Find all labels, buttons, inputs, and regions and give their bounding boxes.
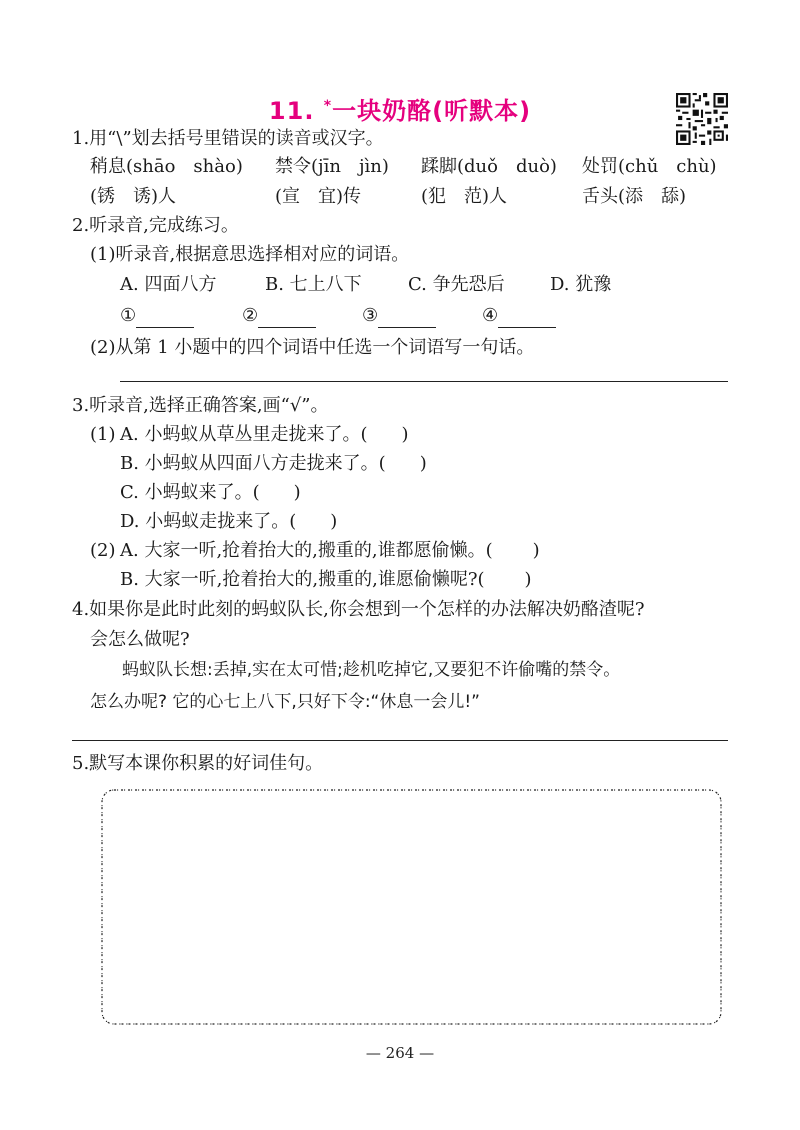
q1-pinyin-item-4[interactable]: 处罚(chǔ chù): [582, 156, 717, 177]
q4-answer-line2: 怎么办呢? 它的心七上八下,只好下令:“休息一会儿!”: [90, 692, 480, 712]
q4-answer-line1: 蚂蚁队长想:丢掉,实在太可惜;趁机吃掉它,又要犯不许偷嘴的禁令。: [122, 660, 621, 680]
q5-writing-frame[interactable]: [99, 787, 724, 1027]
page-number: — 264 —: [365, 1044, 435, 1062]
q2-blank-line-3[interactable]: [378, 309, 436, 328]
q2-blank-line-4[interactable]: [498, 309, 556, 328]
q1-prompt: 1.用“\”划去括号里错误的读音或汉字。: [72, 128, 384, 149]
q3-p1-option-d-close: ): [330, 511, 338, 532]
optional-star: *: [323, 98, 333, 114]
q2-sub1: (1)听录音,根据意思选择相对应的词语。: [90, 244, 410, 265]
q3-p1-option-c-close: ): [293, 482, 301, 503]
lesson-number: 11.: [268, 97, 315, 125]
q1-char-item-3[interactable]: (犯 范)人: [421, 186, 508, 207]
q1-pinyin-item-3[interactable]: 蹂脚(duǒ duò): [421, 156, 557, 177]
q3-p1-option-b-text: B. 小蚂蚁从四面八方走拢来了。(: [120, 453, 386, 474]
q3-p2-option-a[interactable]: [120, 539, 540, 563]
q2-sub2: (2)从第 1 小题中的四个词语中任选一个词语写一句话。: [90, 337, 535, 358]
q3-p2-option-b-text: B. 大家一听,抢着抬大的,搬重的,谁愿偷懒呢?(: [120, 569, 485, 590]
q2-blank-label-1: ①: [120, 305, 137, 326]
q2-option-c: C. 争先恐后: [408, 274, 505, 295]
q3-p1-option-c-text: C. 小蚂蚁来了。(: [120, 482, 260, 503]
q2-blank-label-3: ③: [362, 305, 379, 326]
q3-p1-option-c[interactable]: [120, 481, 301, 505]
q2-blank-line-1[interactable]: [136, 309, 194, 328]
q2-prompt: 2.听录音,完成练习。: [72, 215, 239, 236]
q3-p1-option-d-text: D. 小蚂蚁走拢来了。(: [120, 511, 297, 532]
q2-blank-line-2[interactable]: [258, 309, 316, 328]
q3-p1-option-a-close: ): [401, 424, 409, 445]
q3-p1-option-a[interactable]: [120, 423, 409, 447]
q3-p1-option-b-close: ): [419, 453, 427, 474]
q1-char-item-4[interactable]: 舌头(添 舔): [582, 186, 687, 207]
q3-p2-option-b[interactable]: [120, 568, 532, 592]
q3-p1-option-b[interactable]: [120, 452, 427, 476]
q3-part2-label: (2): [90, 540, 116, 561]
q3-p2-option-a-text: A. 大家一听,抢着抬大的,搬重的,谁都愿偷懒。(: [120, 540, 493, 561]
q3-p1-option-d[interactable]: [120, 510, 337, 534]
q2-blank-2[interactable]: [242, 304, 316, 328]
q3-p2-option-b-close: ): [524, 569, 532, 590]
q2-option-a: A. 四面八方: [120, 274, 217, 295]
q2-blank-label-4: ④: [482, 305, 499, 326]
q2-blank-3[interactable]: [362, 304, 436, 328]
q2-option-d: D. 犹豫: [550, 274, 612, 295]
q4-prompt-line1: 4.如果你是此时此刻的蚂蚁队长,你会想到一个怎样的办法解决奶酪渣呢?: [72, 599, 645, 620]
q1-char-item-2[interactable]: (宣 宜)传: [275, 186, 362, 207]
q3-part1-label: (1): [90, 424, 116, 445]
q3-prompt: 3.听录音,选择正确答案,画“√”。: [72, 395, 329, 416]
q4-answer-line[interactable]: [72, 740, 728, 741]
q3-p1-option-a-text: A. 小蚂蚁从草丛里走拢来了。(: [120, 424, 368, 445]
q1-pinyin-item-2[interactable]: 禁令(jīn jìn): [275, 156, 389, 177]
q3-p2-option-a-close: ): [532, 540, 540, 561]
q1-pinyin-item-1[interactable]: 稍息(shāo shào): [90, 156, 243, 177]
q2-blank-1[interactable]: [120, 304, 194, 328]
q2-answer-line[interactable]: [120, 381, 728, 382]
q5-prompt: 5.默写本课你积累的好词佳句。: [72, 753, 324, 774]
q1-char-item-1[interactable]: (锈 诱)人: [90, 186, 177, 207]
q2-option-b: B. 七上八下: [265, 274, 362, 295]
lesson-title-text: 一块奶酪(听默本): [332, 97, 532, 125]
q2-blank-4[interactable]: [482, 304, 556, 328]
q2-blank-label-2: ②: [242, 305, 259, 326]
q4-prompt-line2: 会怎么做呢?: [90, 629, 190, 650]
qr-code-icon[interactable]: [676, 93, 728, 145]
